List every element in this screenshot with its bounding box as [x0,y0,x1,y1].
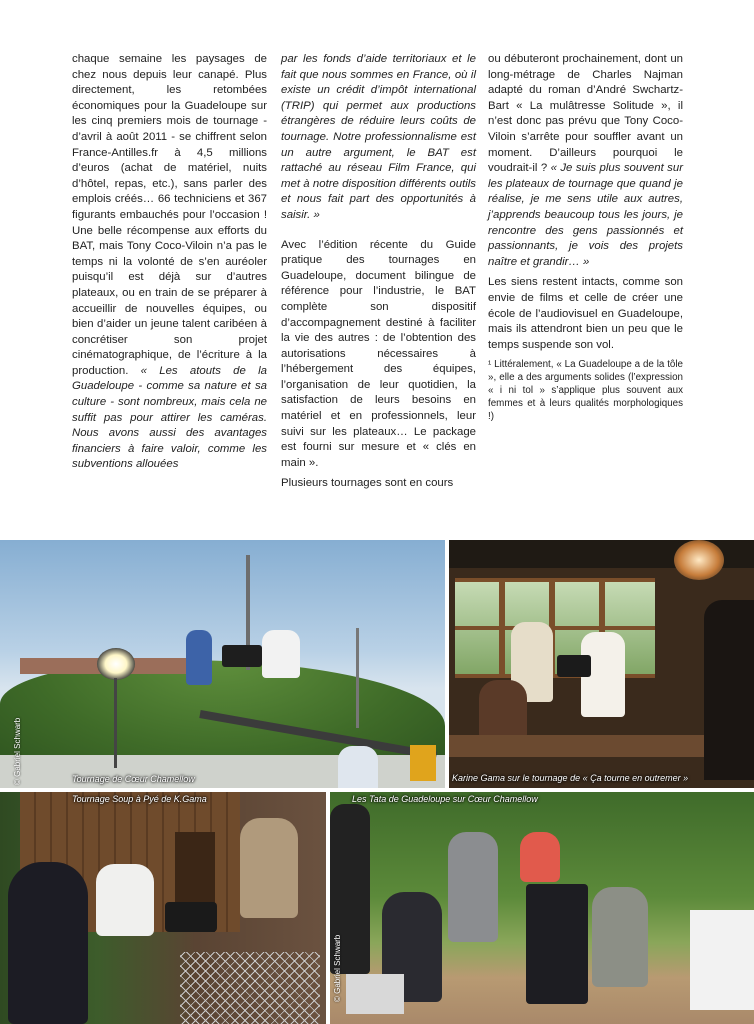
crew-member-crouching [592,887,648,987]
paragraph [281,476,476,492]
window-frame [455,578,655,678]
crew-member-cap [240,818,298,918]
article-column-1 [72,52,267,478]
photo-caption: Tournage de Cœur Chamellow [72,774,195,784]
quote-text: par les fonds d’aide territoriaux et le fait que nous sommes en France, où il existe un crédit d’impôt international (TRIP) qui permet aux productions étrangères de réduire leurs coûts de tournage. Notre professionnalisme est un autre argument, le BAT est rattaché au réseau Film France, qui met à notre disposition différents outils et nous fait part des opportunités à saisir. » [281,53,476,221]
lamp-post [356,628,359,728]
footnote: ¹ Littéralement, « La Guadeloupe a de la tôle », elle a des arguments solides (l’expression « i ni tol » s’applique plus souvent aux femmes et à leurs qualités morphologiques !) [488,359,683,423]
quote-text: « Je suis plus souvent sur les plateaux de tournage que quand je réalise, je me sens utile aux autres, j’apprends beaucoup tous les jours, je rencontre des gens passionnés et passionnants, je vois des projets naître et grandir… » [488,162,684,268]
operator-silhouette [704,600,754,780]
crew-member-white [262,630,300,678]
paragraph [281,52,476,224]
photo-forest-shoot [330,792,754,1024]
person-foreground [338,746,378,788]
photo-credit: © Gabriel Schwarb [13,717,22,785]
paragraph-text: Les siens restent intacts, comme son envie de films et celle de créer une école de l’audiovisuel en Guadeloupe, mais ils attendront bien un peu que le temps suspende son vol. [488,276,683,351]
equipment-case [346,974,404,1014]
seated-woman [479,680,527,740]
crew-member-dark [8,862,88,1024]
photo-house-shoot [0,792,326,1024]
paragraph-text: ou débuteront prochainement, dont un long-métrage de Charles Najman adapté du roman d’André Swchartz-Bart « La mulâtresse Solitude », il n’est donc pas prévu que Tony Coco-Viloin s’arrête pour souffler avant un moment. D’ailleurs pourquoi le voudrait-il ? [488,53,683,175]
stage-light [674,540,724,580]
article-column-3 [488,52,683,428]
desk [449,735,729,757]
photo-caption: Karine Gama sur le tournage de « Ça tourne en outremer » [452,773,689,783]
paragraph-text: Avec l’édition récente du Guide pratique des tournages en Guadeloupe, document bilingue de référence pour l’industrie, le BAT complète son dispositif d’accompagnement destiné à faciliter la vie des autres : de l’obtention des autorisations nécessaires à l’hébergement des équipes, l’organisation de leur quotidien, la satisfaction de leurs besoins en matériel et en professionnels, leur suivi sur les plateaux… Le package est fourni sur mesure et « clés en main ». [281,238,476,469]
photo-caption: Tournage Soup à Pyé de K.Gama [72,794,207,804]
reflector-board [690,910,754,1010]
photo-crane-shoot [0,540,445,788]
quote-text: « Les atouts de la Guadeloupe - comme sa nature et sa culture - sont nombreux, mais cela ne suffit pas pour attirer les caméras. Nous avons aussi des avantages financiers à faire valoir, comme les subventions allouées [72,364,267,471]
crew-member-white [96,864,154,936]
camera [165,902,217,932]
article-column-2 [281,52,476,497]
spotlight [97,648,135,680]
light-stand [114,678,117,768]
camera-rig [526,884,588,1004]
photo-caption: Les Tata de Guadeloupe sur Cœur Chamellow [352,794,538,804]
paragraph [488,52,683,270]
wall [0,755,445,788]
woman-red-top [520,832,560,882]
paragraph [281,238,476,472]
paragraph-text: chaque semaine les paysages de chez nous depuis leur canapé. Plus directement, les retombées économiques pour la Guadeloupe sur les cinq premiers mois de tournage - d’avril à août 2011 - se chiffrent selon France-Antilles.fr à 4,5 millions d’euros (achat de matériel, nuits d’hôtel, repas, etc.), sans parler des emplois créés… 66 techniciens et 367 figurants embauchés pour l’occasion ! Une belle récompense aux efforts du BAT, mais Tony Coco-Viloin n’a pas le temps ni la volonté de s’en auréoler puisqu’il est déjà sur d’autres plateaux, ou en train de se préparer à accueillir de nouvelles équipes, ou bien d’aider un jeune talent caribéen à concrétiser son projet cinématographique, de l’écriture à la production. [72,53,267,377]
camera [557,655,591,677]
paragraph [72,52,267,473]
camera [222,645,262,667]
crane-base [410,745,436,781]
fence [180,952,320,1024]
crew-member-cap [186,630,212,685]
crew-member-grey [448,832,498,942]
photo-studio-shoot [449,540,754,788]
paragraph-text: Plusieurs tournages sont en cours [281,477,454,490]
photo-credit: © Gabriel Schwarb [333,934,342,1002]
paragraph [488,275,683,353]
